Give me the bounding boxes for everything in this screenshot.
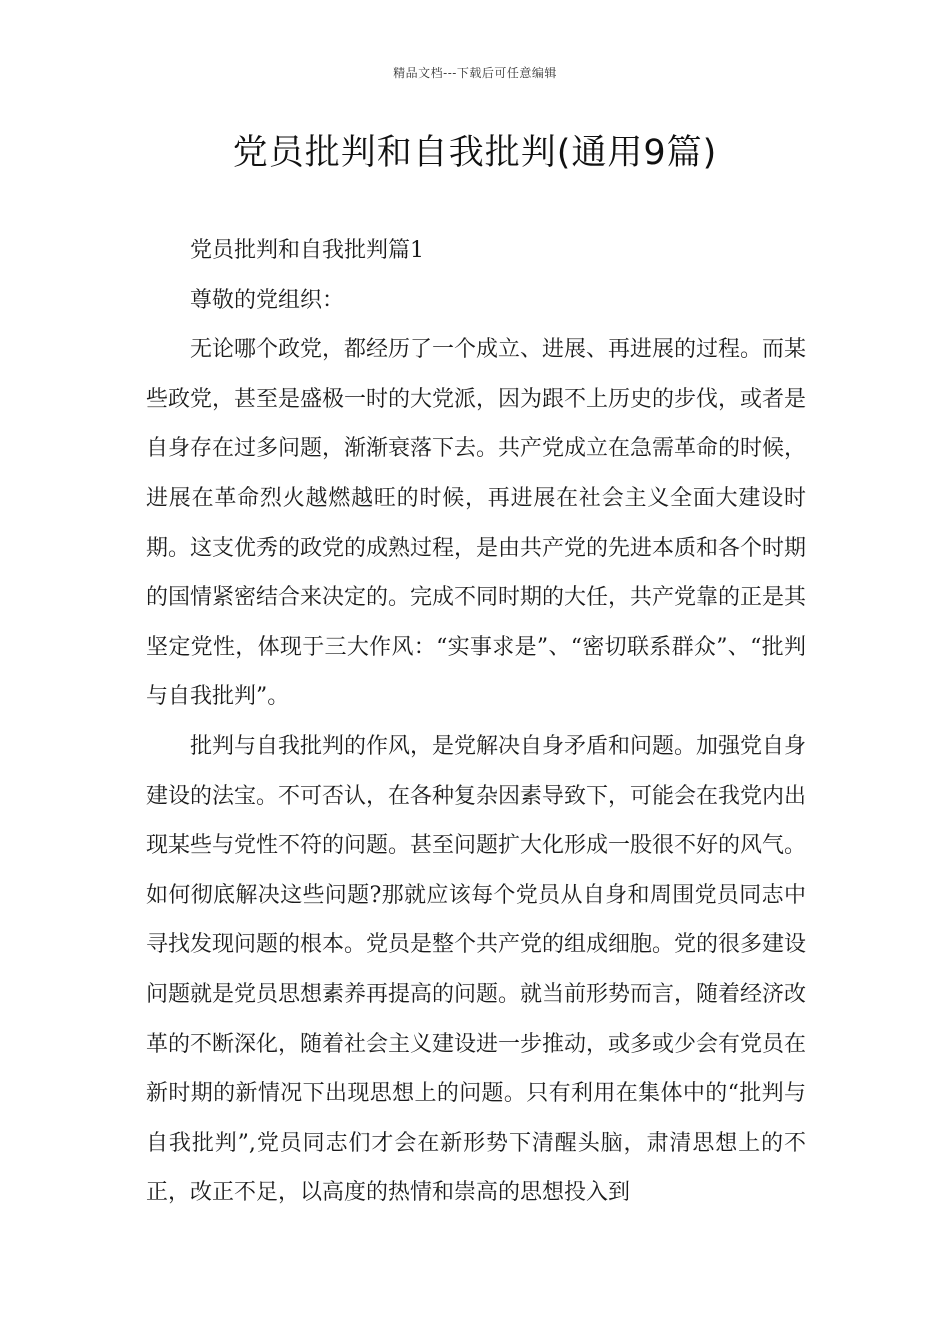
salutation: 尊敬的党组织： — [190, 287, 345, 313]
header-note: 精品文档---下载后可任意编辑 — [393, 66, 557, 80]
section-heading: 党员批判和自我批判篇1 — [190, 238, 424, 263]
body-paragraph: 批判与自我批判的作风，是党解决自身矛盾和问题。加强党自身建设的法宝。不可否认，在各种复杂因素导致下，可能会在我党内出现某些与党性不符的问题。甚至问题扩大化形成一股很不好的风气。如何彻底解决这些问题?那就应该每个党员从自身和周围党员同志中寻找发现问题的根本。党员是整个共产党的组成细胞。党的很多建设问题就是党员思想素养再提高的问题。就当前形势而言，随着经济改革的不断深化，随着社会主义建设进一步推动，或多或少会有党员在新时期的新情况下出现思想上的问题。只有利用在集体中的“批判与自我批判”,党员同志们才会在新形势下清醒头脑，肃清思想上的不正，改正不足，以高度的热情和崇高的思想投入到 — [146, 733, 807, 1206]
body-paragraph: 无论哪个政党，都经历了一个成立、进展、再进展的过程。而某些政党，甚至是盛极一时的大党派，因为跟不上历史的步伐，或者是自身存在过多问题，渐渐衰落下去。共产党成立在急需革命的时候，进展在革命烈火越燃越旺的时候，再进展在社会主义全面大建设时期。这支优秀的政党的成熟过程，是由共产党的先进本质和各个时期的国情紧密结合来决定的。完成不同时期的大任，共产党靠的正是其坚定党性，体现于三大作风：“实事求是”、“密切联系群众”、“批判与自我批判”。 — [146, 337, 807, 710]
document-body — [146, 226, 806, 1218]
document-title: 党员批判和自我批判(通用9篇) — [232, 133, 718, 173]
